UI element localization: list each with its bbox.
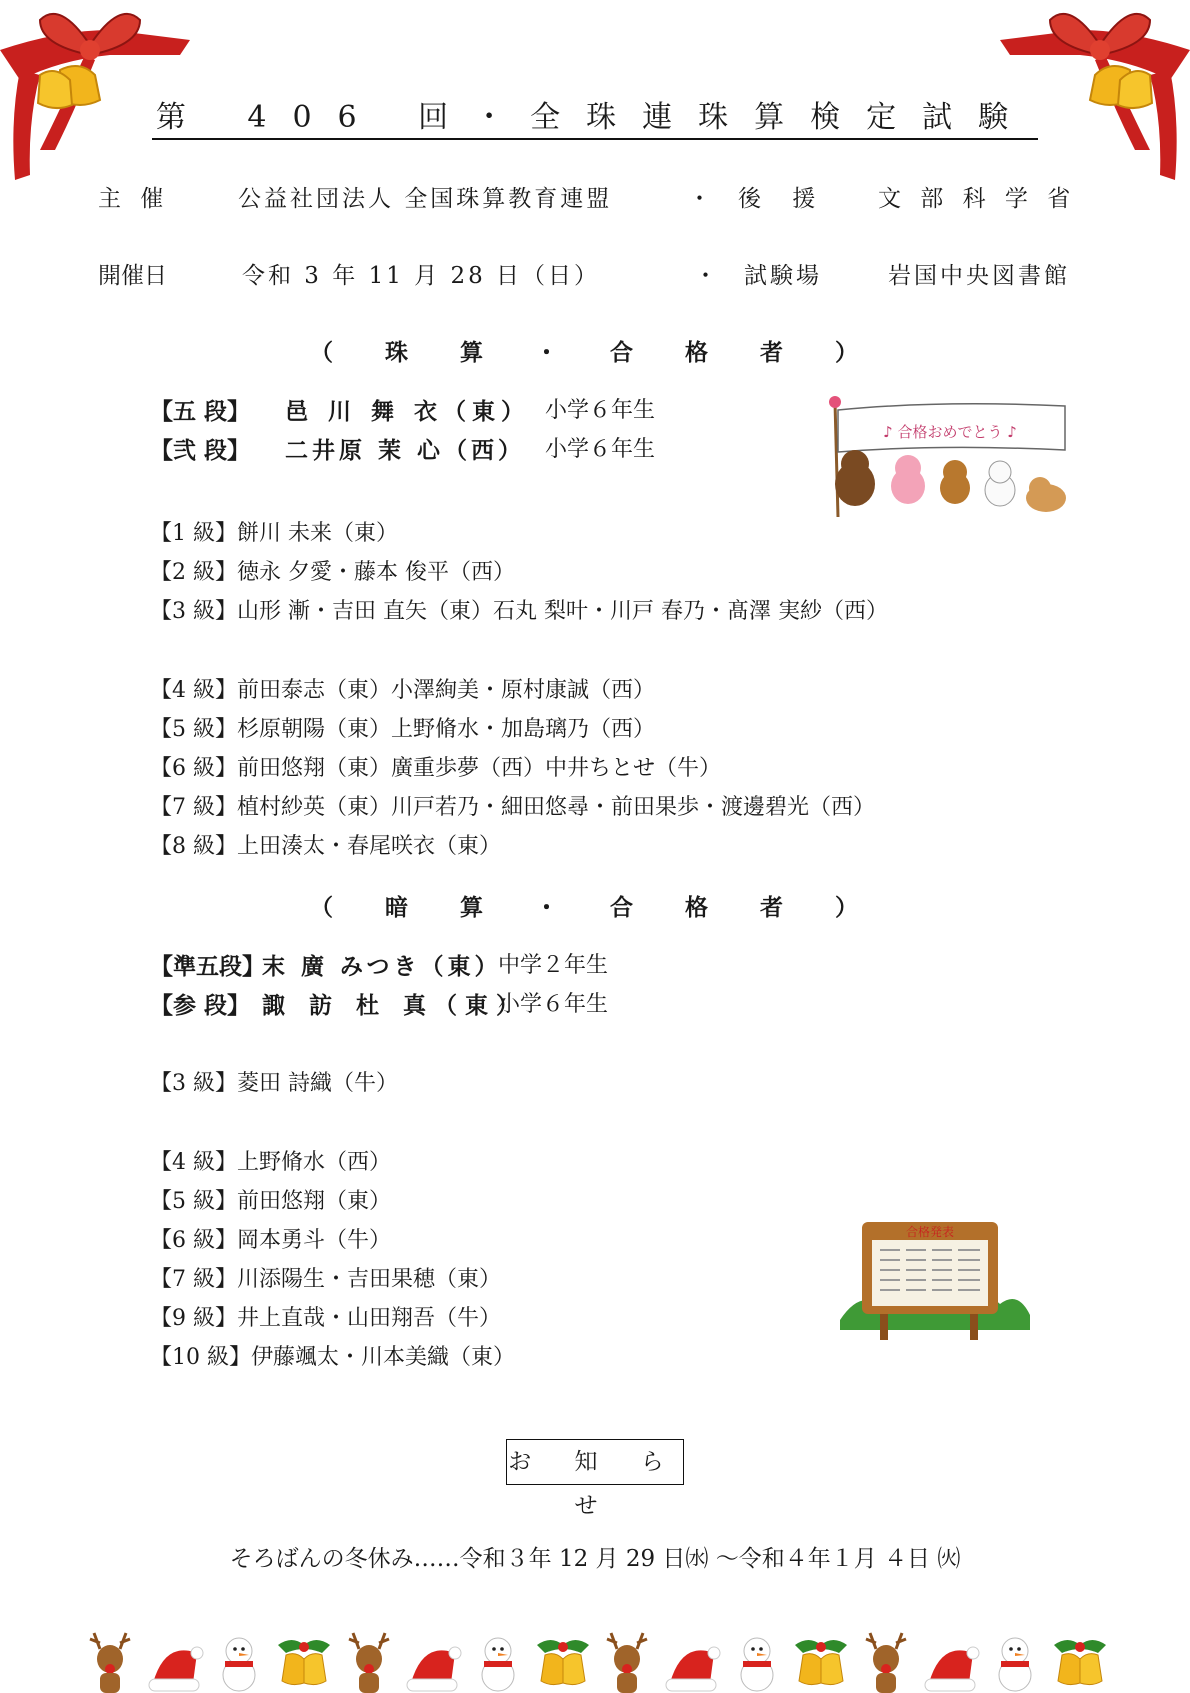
venue-label: 試験場: [744, 263, 822, 289]
snowman-icon: [209, 1631, 269, 1693]
reindeer-icon: [856, 1631, 916, 1693]
kyu-row: 【7 級】川添陽生・吉田果穂（東）: [150, 1267, 502, 1292]
dan-grade: 小学６年生: [498, 992, 609, 1017]
reindeer-icon: [80, 1631, 140, 1693]
dan-grade: 小学６年生: [545, 398, 656, 423]
board-title: 合格発表: [905, 1225, 955, 1239]
separator: ・: [694, 263, 717, 289]
reindeer-icon: [339, 1631, 399, 1693]
dan-grade: 中学２年生: [498, 953, 609, 978]
anzan-heading: （ 暗 算 ・ 合 格 者 ）: [309, 894, 881, 921]
dan-rank: 【五 段】: [150, 398, 251, 425]
kyu-row: 【1 級】餅川 未来（東）: [150, 521, 398, 546]
dan-rank: 【準五段】: [150, 953, 265, 980]
announcement-board-icon: [840, 1220, 1030, 1340]
snowman-icon: [468, 1631, 528, 1693]
separator: ・: [688, 186, 711, 212]
kyu-row: 【4 級】前田泰志（東）小澤絢美・原村康誠（西）: [150, 678, 656, 703]
dan-name: 諏 訪 杜 真（東）: [262, 992, 528, 1019]
santa-hat-icon: [145, 1631, 205, 1693]
dan-name: 邑 川 舞 衣（東）: [285, 398, 531, 425]
bells-icon: [791, 1631, 851, 1693]
kyu-row: 【7 級】植村紗英（東）川戸若乃・細田悠尋・前田果歩・渡邊碧光（西）: [150, 795, 876, 820]
kyu-row: 【4 級】上野脩水（西）: [150, 1150, 392, 1175]
congratulations-animals-icon: [820, 392, 1070, 522]
kyu-row: 【10 級】伊藤颯太・川本美織（東）: [150, 1345, 516, 1370]
exam-date: 令和 3 年 11 月 28 日（日）: [242, 263, 601, 289]
dan-grade: 小学６年生: [545, 437, 656, 462]
footer-decorations: [80, 1625, 1110, 1693]
kyu-row: 【2 級】徳永 夕愛・藤本 俊平（西）: [150, 560, 515, 585]
snowman-icon: [985, 1631, 1045, 1693]
bells-icon: [533, 1631, 593, 1693]
date-label: 開催日: [98, 263, 167, 289]
santa-hat-icon: [662, 1631, 722, 1693]
support: 文 部 科 学 省: [878, 186, 1077, 212]
snowman-icon: [727, 1631, 787, 1693]
reindeer-icon: [597, 1631, 657, 1693]
soroban-heading: （ 珠 算 ・ 合 格 者 ）: [309, 339, 881, 366]
kyu-row: 【5 級】前田悠翔（東）: [150, 1189, 392, 1214]
page-title: 第 406 回・全珠連珠算検定試験: [0, 92, 1190, 136]
dan-rank: 【参 段】: [150, 992, 251, 1019]
organizer-label: 主 催: [98, 186, 170, 212]
kyu-row: 【3 級】山形 漸・吉田 直矢（東）石丸 梨叶・川戸 春乃・髙澤 実紗（西）: [150, 599, 888, 624]
kyu-row: 【3 級】菱田 詩織（牛）: [150, 1071, 398, 1096]
kyu-row: 【6 級】岡本勇斗（牛）: [150, 1228, 392, 1253]
bells-icon: [1050, 1631, 1110, 1693]
dan-rank: 【弐 段】: [150, 437, 251, 464]
dan-name: 二井原 茉 心（西）: [285, 437, 526, 464]
kyu-row: 【9 級】井上直哉・山田翔吾（牛）: [150, 1306, 502, 1331]
notice-label: お 知 ら せ: [506, 1439, 684, 1485]
banner-text: ♪ 合格おめでとう ♪: [883, 423, 1017, 441]
bells-icon: [274, 1631, 334, 1693]
kyu-row: 【8 級】上田湊太・春尾咲衣（東）: [150, 834, 502, 859]
support-label: 後 援: [738, 186, 828, 212]
dan-name: 末 廣 みつき（東）: [262, 953, 502, 980]
santa-hat-icon: [921, 1631, 981, 1693]
kyu-row: 【5 級】杉原朝陽（東）上野脩水・加島璃乃（西）: [150, 717, 656, 742]
santa-hat-icon: [403, 1631, 463, 1693]
organizer: 公益社団法人 全国珠算教育連盟: [238, 186, 613, 212]
venue: 岩国中央図書館: [888, 263, 1070, 289]
holiday-notice: そろばんの冬休み……令和３年 12 月 29 日㈬ ～令和４年１月 ４日 ㈫: [229, 1546, 961, 1572]
kyu-row: 【6 級】前田悠翔（東）廣重歩夢（西）中井ちとせ（牛）: [150, 756, 722, 781]
